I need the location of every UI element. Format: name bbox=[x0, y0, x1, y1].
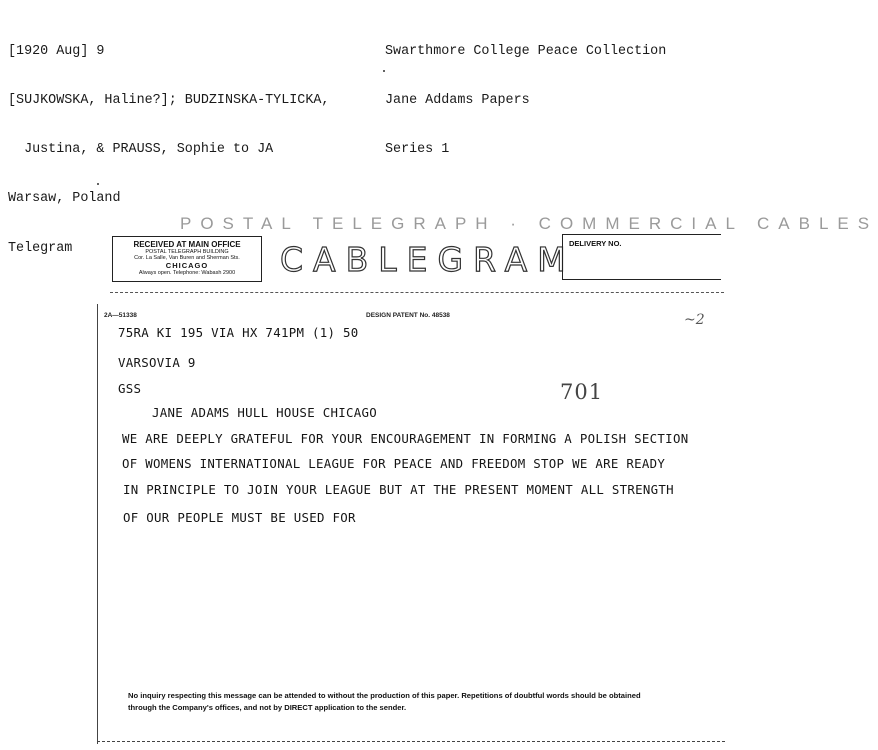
city-line: CHICAGO bbox=[165, 261, 209, 270]
catalog-place: Warsaw, Poland bbox=[8, 191, 121, 207]
phone-line: Always open. Telephone: Wabash 2900 bbox=[138, 270, 236, 276]
delivery-box bbox=[562, 234, 721, 280]
catalog-series: Series 1 bbox=[385, 142, 450, 158]
message-addressee: JANE ADAMS HULL HOUSE CHICAGO bbox=[152, 405, 378, 420]
catalog-date: [1920 Aug] 9 bbox=[8, 43, 105, 59]
speck-mark bbox=[97, 183, 99, 185]
message-body-line: IN PRINCIPLE TO JOIN YOUR LEAGUE BUT AT THE PRESENT MOMENT ALL STRENGTH bbox=[123, 482, 674, 497]
footer-line: No inquiry respecting this message can be attended to without the production of this paper. Repetitions of doubtful words should be obtained bbox=[128, 691, 641, 700]
catalog-right bbox=[385, 11, 666, 175]
footer-notice bbox=[128, 690, 723, 714]
corner-pencil-mark: ~2 bbox=[684, 312, 705, 328]
catalog-type: Telegram bbox=[8, 240, 73, 256]
cablegram-title: CABLEGRAM bbox=[280, 240, 576, 279]
received-stamp-box bbox=[112, 236, 262, 282]
message-body-line: OF WOMENS INTERNATIONAL LEAGUE FOR PEACE AND FREEDOM STOP WE ARE READY bbox=[122, 456, 666, 471]
faint-company-header: POSTAL TELEGRAPH · COMMERCIAL CABLES bbox=[180, 214, 878, 233]
building-line: POSTAL TELEGRAPH BUILDING bbox=[145, 249, 229, 255]
delivery-label: DELIVERY NO. bbox=[569, 239, 622, 248]
catalog-left bbox=[8, 11, 329, 274]
design-patent: DESIGN PATENT No. 48538 bbox=[366, 312, 450, 319]
address-line: Cor. La Salle, Van Buren and Sherman Sts. bbox=[134, 255, 240, 261]
catalog-collection: Swarthmore College Peace Collection bbox=[385, 43, 667, 59]
bottom-edge-rule bbox=[97, 741, 725, 742]
footer-line: through the Company's offices, and not by DIRECT application to the sender. bbox=[128, 703, 407, 712]
message-origin: VARSOVIA 9 bbox=[118, 355, 196, 370]
message-body-line: OF OUR PEOPLE MUST BE USED FOR bbox=[123, 510, 356, 525]
message-body-line: WE ARE DEEPLY GRATEFUL FOR YOUR ENCOURAGEMENT IN FORMING A POLISH SECTION bbox=[122, 431, 689, 446]
form-code: 2A—51338 bbox=[104, 312, 137, 319]
left-edge-rule bbox=[97, 304, 98, 744]
perforation-rule bbox=[110, 292, 724, 293]
received-line: RECEIVED AT MAIN OFFICE bbox=[133, 240, 241, 249]
catalog-papers: Jane Addams Papers bbox=[385, 93, 530, 109]
catalog-authors-cont: Justina, & PRAUSS, Sophie to JA bbox=[8, 142, 274, 158]
speck-mark bbox=[383, 70, 385, 72]
catalog-authors: [SUJKOWSKA, Haline?]; BUDZINSKA-TYLICKA, bbox=[8, 93, 330, 109]
message-code: GSS bbox=[118, 381, 142, 396]
message-header: 75RA KI 195 VIA HX 741PM (1) 50 bbox=[118, 325, 359, 340]
handwritten-number: 701 bbox=[560, 380, 604, 404]
